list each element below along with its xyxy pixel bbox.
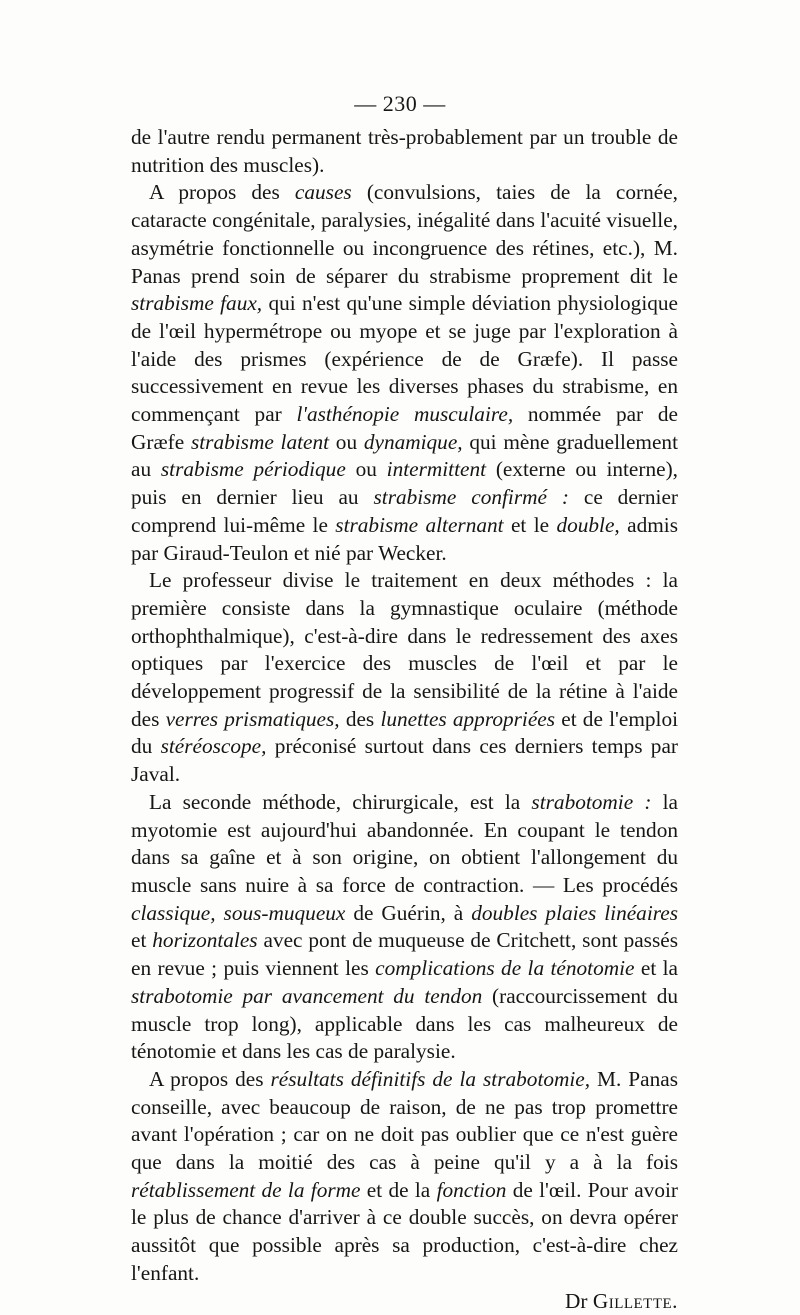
- text-run: (raccourcissement du muscle trop long), applicable dans les cas malheureux de ténotomie et dans les cas de paralysie.: [131, 983, 678, 1064]
- italic-text: verres prismatiques,: [165, 706, 340, 731]
- text-run: avec pont de muqueuse de Critchett, sont passés en revue ; puis viennent les: [131, 928, 678, 981]
- italic-text: strabisme périodique: [160, 457, 346, 482]
- signature-name: Gillette.: [592, 1288, 678, 1313]
- italic-text: strabisme alternant: [335, 512, 504, 537]
- text-run: de Guérin, à: [345, 900, 472, 925]
- italic-text: complications de la ténotomie: [375, 956, 635, 981]
- italic-text: l'asthénopie musculaire,: [296, 402, 514, 427]
- italic-text: lunettes appropriées: [380, 706, 556, 731]
- paragraph: [131, 124, 678, 179]
- text-run: et: [131, 928, 153, 953]
- text-run: M. Panas conseille, avec beaucoup de raison, de ne pas trop promettre avant l'opération ; car on ne doit pas oublier que ce n'est guère que dans la moitié des cas à peine qu'il y a à la fois: [131, 1066, 678, 1175]
- italic-text: résultats définitifs de la strabotomie,: [270, 1066, 591, 1091]
- text-run: ou: [345, 457, 387, 482]
- italic-text: causes: [294, 180, 352, 205]
- italic-text: horizontales: [152, 928, 258, 953]
- text-run: et de l'emploi du: [131, 706, 679, 759]
- signature-line: [131, 1288, 678, 1315]
- text-run: Le professeur divise le traitement en deux méthodes : la première consiste dans la gymnastique oculaire (méthode orthophthalmique), c'est-à-dire dans le redressement des axes optiques par l'exercice des muscles de l'œil et par le développement progressif de la sensibilité de la rétine à l'aide des: [131, 568, 678, 731]
- text-run: qui n'est qu'une simple déviation physiologique de l'œil hypermétrope ou myope et se juge par l'exploration à l'aide des prismes (expérience de de Græfe). Il passe successivement en revue les diverses phases du strabisme, en commençant par: [131, 291, 678, 427]
- italic-text: stéréoscope,: [160, 734, 267, 759]
- italic-text: strabisme faux,: [131, 291, 263, 316]
- italic-text: fonction: [436, 1177, 507, 1202]
- italic-text: strabisme latent: [190, 429, 330, 454]
- text-run: nommée par de Græfe: [131, 402, 678, 454]
- page-number: — 230 —: [354, 91, 446, 116]
- italic-text: classique, sous-muqueux: [131, 900, 346, 925]
- text-run: et de la: [360, 1177, 437, 1202]
- paragraph: [131, 1066, 678, 1288]
- text-run: qui mène graduellement au: [131, 429, 679, 482]
- text-run: de l'œil. Pour avoir le plus de chance d'arriver à ce double succès, on devra opérer aussitôt que possible après sa production, c'est-à-dire chez l'enfant.: [131, 1177, 679, 1285]
- text-run: et le: [503, 512, 557, 537]
- italic-text: strabotomie :: [531, 789, 652, 814]
- italic-text: dynamique,: [363, 429, 463, 454]
- text-run: ce dernier comprend lui-même le: [131, 485, 678, 537]
- paragraph: [131, 567, 678, 789]
- paragraph: [131, 789, 678, 1066]
- body-text: [131, 124, 678, 1315]
- signature: [565, 1288, 678, 1315]
- italic-text: rétablissement de la forme: [131, 1177, 361, 1202]
- italic-text: strabisme confirmé :: [373, 485, 569, 510]
- text-run: (convulsions, taies de la cornée, cataracte congénitale, paralysies, inégalité dans l'acuité visuelle, asymétrie fonctionnelle ou incongruence des rétines, etc.), M. Panas prend soin de séparer du strabisme proprement dit le: [131, 180, 679, 288]
- text-run: admis par Giraud-Teulon et nié par Wecker.: [131, 512, 678, 565]
- paragraph: [131, 179, 678, 567]
- text-run: A propos des: [149, 180, 295, 205]
- text-run: préconisé surtout dans ces derniers temps par Javal.: [131, 734, 678, 787]
- text-run: de l'autre rendu permanent très-probablement par un trouble de nutrition des muscles).: [131, 125, 678, 177]
- italic-text: intermittent: [386, 457, 487, 482]
- text-run: La seconde méthode, chirurgicale, est la: [149, 789, 532, 814]
- italic-text: doubles plaies linéaires: [471, 900, 678, 925]
- signature-title: Dr: [565, 1288, 588, 1313]
- italic-text: double,: [556, 512, 620, 537]
- italic-text: strabotomie par avancement du tendon: [131, 983, 483, 1008]
- text-run: (externe ou interne), puis en dernier lieu au: [131, 457, 678, 510]
- text-run: et la: [634, 956, 679, 981]
- text-run: des: [339, 706, 381, 731]
- text-run: la myotomie est aujourd'hui abandonnée. En coupant le tendon dans sa gaîne et à son origine, on obtient l'allongement du muscle sans nuire à sa force de contraction. — Les procédés: [131, 789, 678, 897]
- text-run: ou: [329, 429, 364, 454]
- text-run: A propos des: [149, 1066, 271, 1091]
